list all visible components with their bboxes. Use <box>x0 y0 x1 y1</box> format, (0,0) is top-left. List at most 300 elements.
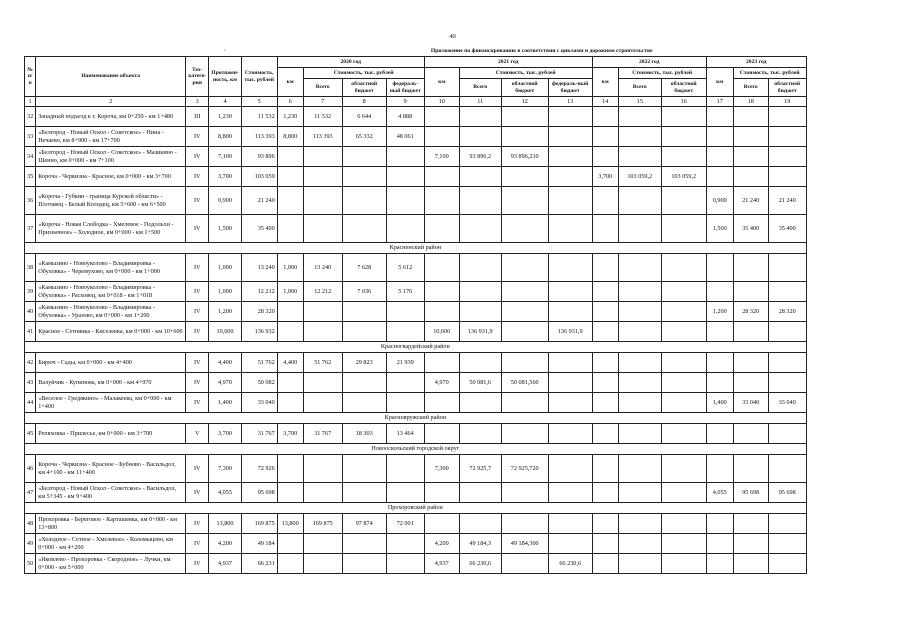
table-cell <box>548 215 592 243</box>
object-name-cell: «Холодное - Сетное - Хмелевое» - Коломыцево, км 0+000 - км 4+200 <box>36 534 186 554</box>
table-cell <box>548 483 592 503</box>
table-cell <box>618 424 661 444</box>
table-cell: 65 332 <box>342 127 386 147</box>
table-cell <box>342 302 386 322</box>
table-cell: IV <box>186 254 209 282</box>
table-cell: 97 874 <box>342 514 386 534</box>
table-cell <box>501 107 548 127</box>
table-cell <box>733 322 768 342</box>
table-cell <box>661 534 706 554</box>
table-cell: 28 320 <box>768 302 806 322</box>
column-number: 4 <box>209 97 241 107</box>
object-name-cell: Репяховка - Прилесье, км 0+000 - км 3+700 <box>36 424 186 444</box>
column-number: 1 <box>25 97 36 107</box>
table-cell <box>303 483 342 503</box>
table-cell <box>501 215 548 243</box>
table-cell <box>342 215 386 243</box>
table-cell: 113 393 <box>303 127 342 147</box>
table-cell: 136 931,9 <box>459 322 501 342</box>
table-cell: IV <box>186 302 209 322</box>
table-cell: 36 <box>25 187 36 215</box>
table-row <box>25 127 807 147</box>
table-cell <box>733 167 768 187</box>
column-number: 6 <box>277 97 303 107</box>
year-2022-header: 2022 год <box>592 57 706 68</box>
table-cell <box>733 107 768 127</box>
table-cell <box>768 167 806 187</box>
table-cell: 29 823 <box>342 353 386 373</box>
table-cell <box>592 322 618 342</box>
section-header-row <box>25 243 807 254</box>
table-cell: 47 <box>25 483 36 503</box>
section-title: Новооскольский городской округ <box>25 444 807 455</box>
table-cell <box>768 254 806 282</box>
section-title: Прохоровский район <box>25 503 807 514</box>
table-cell: 33 040 <box>768 393 806 413</box>
table-cell <box>277 455 303 483</box>
table-cell <box>303 147 342 167</box>
total-2022: Всего <box>618 79 661 97</box>
table-cell <box>424 254 459 282</box>
table-cell: 1,230 <box>209 107 241 127</box>
column-number: 14 <box>592 97 618 107</box>
table-cell <box>548 107 592 127</box>
table-cell <box>592 373 618 393</box>
table-cell: 42 <box>25 353 36 373</box>
table-cell <box>342 167 386 187</box>
table-cell <box>277 393 303 413</box>
table-cell <box>592 424 618 444</box>
object-name-cell: «Камызино - Новоуколово - Владимировка - Обуховка» - Черемухово, км 0+000 - км 1+000 <box>36 254 186 282</box>
table-cell: 72 926 <box>241 455 277 483</box>
table-cell <box>459 424 501 444</box>
table-cell <box>424 483 459 503</box>
table-row <box>25 302 807 322</box>
table-cell: 13,800 <box>277 514 303 534</box>
table-cell <box>277 187 303 215</box>
table-cell <box>733 514 768 534</box>
table-cell <box>548 514 592 534</box>
table-cell <box>424 353 459 373</box>
table-cell <box>706 254 733 282</box>
table-cell <box>768 127 806 147</box>
table-cell <box>424 302 459 322</box>
table-cell: 1,500 <box>706 215 733 243</box>
table-cell <box>277 322 303 342</box>
table-cell <box>548 147 592 167</box>
table-cell <box>501 187 548 215</box>
year-2020-header: 2020 год <box>277 57 424 68</box>
table-cell: 7,300 <box>424 455 459 483</box>
table-cell: IV <box>186 322 209 342</box>
total-2020: Всего <box>303 79 342 97</box>
table-cell <box>501 127 548 147</box>
table-cell <box>303 215 342 243</box>
cost-2023: Стоимость, тыс. рублей <box>733 68 806 79</box>
table-cell <box>661 282 706 302</box>
table-row <box>25 147 807 167</box>
table-cell: 38 <box>25 254 36 282</box>
table-cell: 40 <box>25 302 36 322</box>
table-cell <box>706 373 733 393</box>
table-row <box>25 167 807 187</box>
table-cell: 72 925,720 <box>501 455 548 483</box>
table-cell <box>768 534 806 554</box>
km-2022: км <box>592 68 618 97</box>
table-cell <box>733 127 768 147</box>
table-cell <box>733 353 768 373</box>
table-cell: 45 <box>25 424 36 444</box>
table-cell: 93 896,210 <box>501 147 548 167</box>
col-length-header: Протяжен-ность, км <box>209 57 241 97</box>
cost-2020: Стоимость, тыс. рублей <box>303 68 424 79</box>
table-cell: IV <box>186 167 209 187</box>
table-row <box>25 554 807 574</box>
table-cell <box>459 127 501 147</box>
table-cell <box>548 455 592 483</box>
table-cell <box>501 322 548 342</box>
table-cell: 51 762 <box>241 353 277 373</box>
column-number: 18 <box>733 97 768 107</box>
table-cell <box>501 282 548 302</box>
table-cell: IV <box>186 534 209 554</box>
table-cell: 10,600 <box>209 322 241 342</box>
table-cell: 21 240 <box>768 187 806 215</box>
table-cell: 21 240 <box>733 187 768 215</box>
table-cell <box>706 455 733 483</box>
table-cell <box>501 554 548 574</box>
table-cell <box>459 483 501 503</box>
table-cell <box>548 353 592 373</box>
table-cell: 1,500 <box>209 215 241 243</box>
section-title: Краснояружский район <box>25 413 807 424</box>
km-2021: км <box>424 68 459 97</box>
object-name-cell: «Камызино - Новоуколово - Владимировка - Обуховка» - Уразово, км 0+000 - км 1+200 <box>36 302 186 322</box>
table-cell <box>459 167 501 187</box>
table-cell: 169 875 <box>241 514 277 534</box>
table-cell: 4 888 <box>386 107 424 127</box>
appendix-note: Приложение по финансированию в соответствии с циклами и дорожном строительстве <box>277 46 806 57</box>
table-cell <box>303 393 342 413</box>
table-cell <box>706 127 733 147</box>
table-cell <box>592 187 618 215</box>
km-2020: км <box>277 68 303 97</box>
table-cell: 12 212 <box>303 282 342 302</box>
total-2023: Всего <box>733 79 768 97</box>
table-cell <box>548 167 592 187</box>
table-cell: 4,055 <box>706 483 733 503</box>
table-cell: 35 400 <box>241 215 277 243</box>
table-cell <box>661 424 706 444</box>
table-cell: 49 184,300 <box>501 534 548 554</box>
table-cell <box>342 393 386 413</box>
table-row <box>25 215 807 243</box>
table-cell <box>592 107 618 127</box>
section-header-row <box>25 444 807 455</box>
table-cell <box>706 554 733 574</box>
table-cell <box>386 147 424 167</box>
dot-mark: · <box>224 47 226 54</box>
table-cell: 113 393 <box>241 127 277 147</box>
table-cell: 33 040 <box>241 393 277 413</box>
table-cell <box>592 514 618 534</box>
km-2023: км <box>706 68 733 97</box>
column-number: 13 <box>548 97 592 107</box>
table-cell <box>277 534 303 554</box>
table-cell: 0,900 <box>706 187 733 215</box>
table-cell <box>733 373 768 393</box>
table-cell <box>424 107 459 127</box>
table-cell <box>277 167 303 187</box>
object-name-cell: Бирюч - Сады, км 0+000 - км 4+400 <box>36 353 186 373</box>
table-cell: 3,700 <box>592 167 618 187</box>
table-cell <box>661 302 706 322</box>
table-cell <box>501 254 548 282</box>
table-cell: 4,937 <box>424 554 459 574</box>
table-row <box>25 373 807 393</box>
table-cell <box>424 167 459 187</box>
table-cell <box>592 353 618 373</box>
table-cell <box>592 254 618 282</box>
table-cell <box>459 302 501 322</box>
table-cell <box>501 393 548 413</box>
table-cell <box>386 483 424 503</box>
table-cell: 13 240 <box>303 254 342 282</box>
table-cell <box>768 514 806 534</box>
table-cell <box>386 215 424 243</box>
table-cell: 95 698 <box>768 483 806 503</box>
table-cell: 49 <box>25 534 36 554</box>
table-row <box>25 514 807 534</box>
table-cell: IV <box>186 373 209 393</box>
regional-2021: областной бюджет <box>501 79 548 97</box>
table-cell: 13 240 <box>241 254 277 282</box>
table-cell: 37 <box>25 215 36 243</box>
table-cell <box>424 215 459 243</box>
table-cell <box>424 424 459 444</box>
table-cell <box>386 322 424 342</box>
table-body <box>25 107 807 574</box>
table-cell <box>277 373 303 393</box>
table-cell <box>548 187 592 215</box>
table-cell: 1,200 <box>209 302 241 322</box>
table-cell: 50 081,560 <box>501 373 548 393</box>
table-cell: V <box>186 424 209 444</box>
table-cell <box>661 353 706 373</box>
table-cell: 48 061 <box>386 127 424 147</box>
table-cell: 43 <box>25 373 36 393</box>
table-cell: 44 <box>25 393 36 413</box>
table-cell <box>424 514 459 534</box>
table-cell <box>386 302 424 322</box>
table-cell: 7,100 <box>424 147 459 167</box>
column-number: 15 <box>618 97 661 107</box>
table-cell: 1,000 <box>209 254 241 282</box>
table-cell: 33 040 <box>733 393 768 413</box>
table-cell <box>459 254 501 282</box>
table-cell <box>592 455 618 483</box>
table-cell <box>548 127 592 147</box>
column-number-row <box>25 97 807 107</box>
table-cell: 4,970 <box>209 373 241 393</box>
table-cell <box>706 514 733 534</box>
table-cell <box>618 302 661 322</box>
table-cell: 72 925,7 <box>459 455 501 483</box>
table-cell: 12 212 <box>241 282 277 302</box>
table-cell: 3,700 <box>277 424 303 444</box>
table-cell <box>733 455 768 483</box>
table-cell <box>548 534 592 554</box>
table-cell <box>592 483 618 503</box>
table-cell <box>733 554 768 574</box>
table-cell: IV <box>186 554 209 574</box>
table-cell: 4,055 <box>209 483 241 503</box>
table-cell <box>661 187 706 215</box>
object-name-cell: Короча - Черкизна - Красное - Бубново - Васильдол, км 4+100 - км 11+400 <box>36 455 186 483</box>
table-cell <box>386 554 424 574</box>
table-cell: 1,400 <box>706 393 733 413</box>
table-cell: 6 644 <box>342 107 386 127</box>
table-cell <box>303 302 342 322</box>
table-cell: 32 <box>25 107 36 127</box>
table-cell <box>548 254 592 282</box>
table-cell <box>459 282 501 302</box>
table-cell <box>733 147 768 167</box>
table-cell <box>618 282 661 302</box>
table-cell: 21 939 <box>386 353 424 373</box>
table-cell <box>277 554 303 574</box>
table-cell: 11 532 <box>303 107 342 127</box>
table-cell: IV <box>186 393 209 413</box>
col-category-header: Тех-катего-рия <box>186 57 209 97</box>
table-cell: 4,937 <box>209 554 241 574</box>
table-cell <box>342 554 386 574</box>
table-cell: 35 <box>25 167 36 187</box>
table-cell: 103 059 <box>241 167 277 187</box>
table-row <box>25 187 807 215</box>
column-number: 12 <box>501 97 548 107</box>
table-cell <box>618 554 661 574</box>
table-cell <box>618 147 661 167</box>
table-cell: 4,970 <box>424 373 459 393</box>
column-number: 3 <box>186 97 209 107</box>
table-cell <box>768 373 806 393</box>
table-cell: 34 <box>25 147 36 167</box>
table-cell: 5 612 <box>386 254 424 282</box>
table-cell <box>768 107 806 127</box>
table-cell <box>501 302 548 322</box>
table-cell: IV <box>186 514 209 534</box>
table-cell <box>342 322 386 342</box>
object-name-cell: «Яковлево - Прохоровка - Скородное» - Лучки, км 0+000 - км 5+000 <box>36 554 186 574</box>
table-cell <box>303 534 342 554</box>
year-2021-header: 2021 год <box>424 57 592 68</box>
page-number: 40 <box>449 33 456 40</box>
table-cell <box>768 455 806 483</box>
year-2023-header: 2023 год <box>706 57 806 68</box>
table-cell <box>768 424 806 444</box>
table-cell: IV <box>186 483 209 503</box>
table-cell <box>501 424 548 444</box>
table-row <box>25 393 807 413</box>
table-cell <box>618 215 661 243</box>
column-number: 16 <box>661 97 706 107</box>
table-cell: 3,700 <box>209 424 241 444</box>
section-title: Красненский район <box>25 243 807 254</box>
table-cell: 35 400 <box>768 215 806 243</box>
table-cell: 10,600 <box>424 322 459 342</box>
section-title: Красногвардейский район <box>25 342 807 353</box>
table-cell: 5 176 <box>386 282 424 302</box>
object-name-cell: Прохоровка - Береговое - Карташевка, км 0+000 - км 13+800 <box>36 514 186 534</box>
table-cell <box>706 534 733 554</box>
table-cell <box>768 147 806 167</box>
table-cell: 7 036 <box>342 282 386 302</box>
table-cell: 95 698 <box>733 483 768 503</box>
column-number: 17 <box>706 97 733 107</box>
regional-2023: областной бюджет <box>768 79 806 97</box>
table-cell <box>548 373 592 393</box>
table-cell: 13 464 <box>386 424 424 444</box>
table-cell <box>303 187 342 215</box>
section-header-row <box>25 342 807 353</box>
federal-2020: федераль-ный бюджет <box>386 79 424 97</box>
table-cell: 50 082 <box>241 373 277 393</box>
table-cell <box>618 127 661 147</box>
table-cell <box>459 215 501 243</box>
table-cell: IV <box>186 187 209 215</box>
table-cell <box>342 455 386 483</box>
table-cell: 11 532 <box>241 107 277 127</box>
table-cell <box>592 147 618 167</box>
table-cell: 33 <box>25 127 36 147</box>
table-cell <box>342 373 386 393</box>
table-cell <box>303 373 342 393</box>
table-cell <box>592 215 618 243</box>
table-cell <box>459 187 501 215</box>
federal-2021: федераль-ный бюджет <box>548 79 592 97</box>
table-cell: 103 059,2 <box>661 167 706 187</box>
table-cell <box>459 514 501 534</box>
table-cell <box>618 373 661 393</box>
table-cell: 1,000 <box>209 282 241 302</box>
table-cell: 7,300 <box>209 455 241 483</box>
table-cell: IV <box>186 215 209 243</box>
table-cell: 169 875 <box>303 514 342 534</box>
table-cell <box>459 107 501 127</box>
total-2021: Всего <box>459 79 501 97</box>
table-cell <box>277 483 303 503</box>
table-cell: 1,200 <box>706 302 733 322</box>
table-cell <box>277 215 303 243</box>
table-cell <box>661 107 706 127</box>
section-header-row <box>25 413 807 424</box>
object-name-cell: Короча - Черкизна - Красное, км 0+000 - км 3+700 <box>36 167 186 187</box>
table-cell: 4,400 <box>277 353 303 373</box>
table-cell <box>661 373 706 393</box>
table-cell <box>661 455 706 483</box>
table-cell <box>592 554 618 574</box>
table-cell <box>706 322 733 342</box>
table-cell <box>303 455 342 483</box>
table-cell <box>501 514 548 534</box>
column-number: 9 <box>386 97 424 107</box>
table-cell <box>548 424 592 444</box>
financing-table <box>24 46 807 574</box>
table-cell <box>768 322 806 342</box>
table-cell <box>548 302 592 322</box>
table-cell <box>342 534 386 554</box>
